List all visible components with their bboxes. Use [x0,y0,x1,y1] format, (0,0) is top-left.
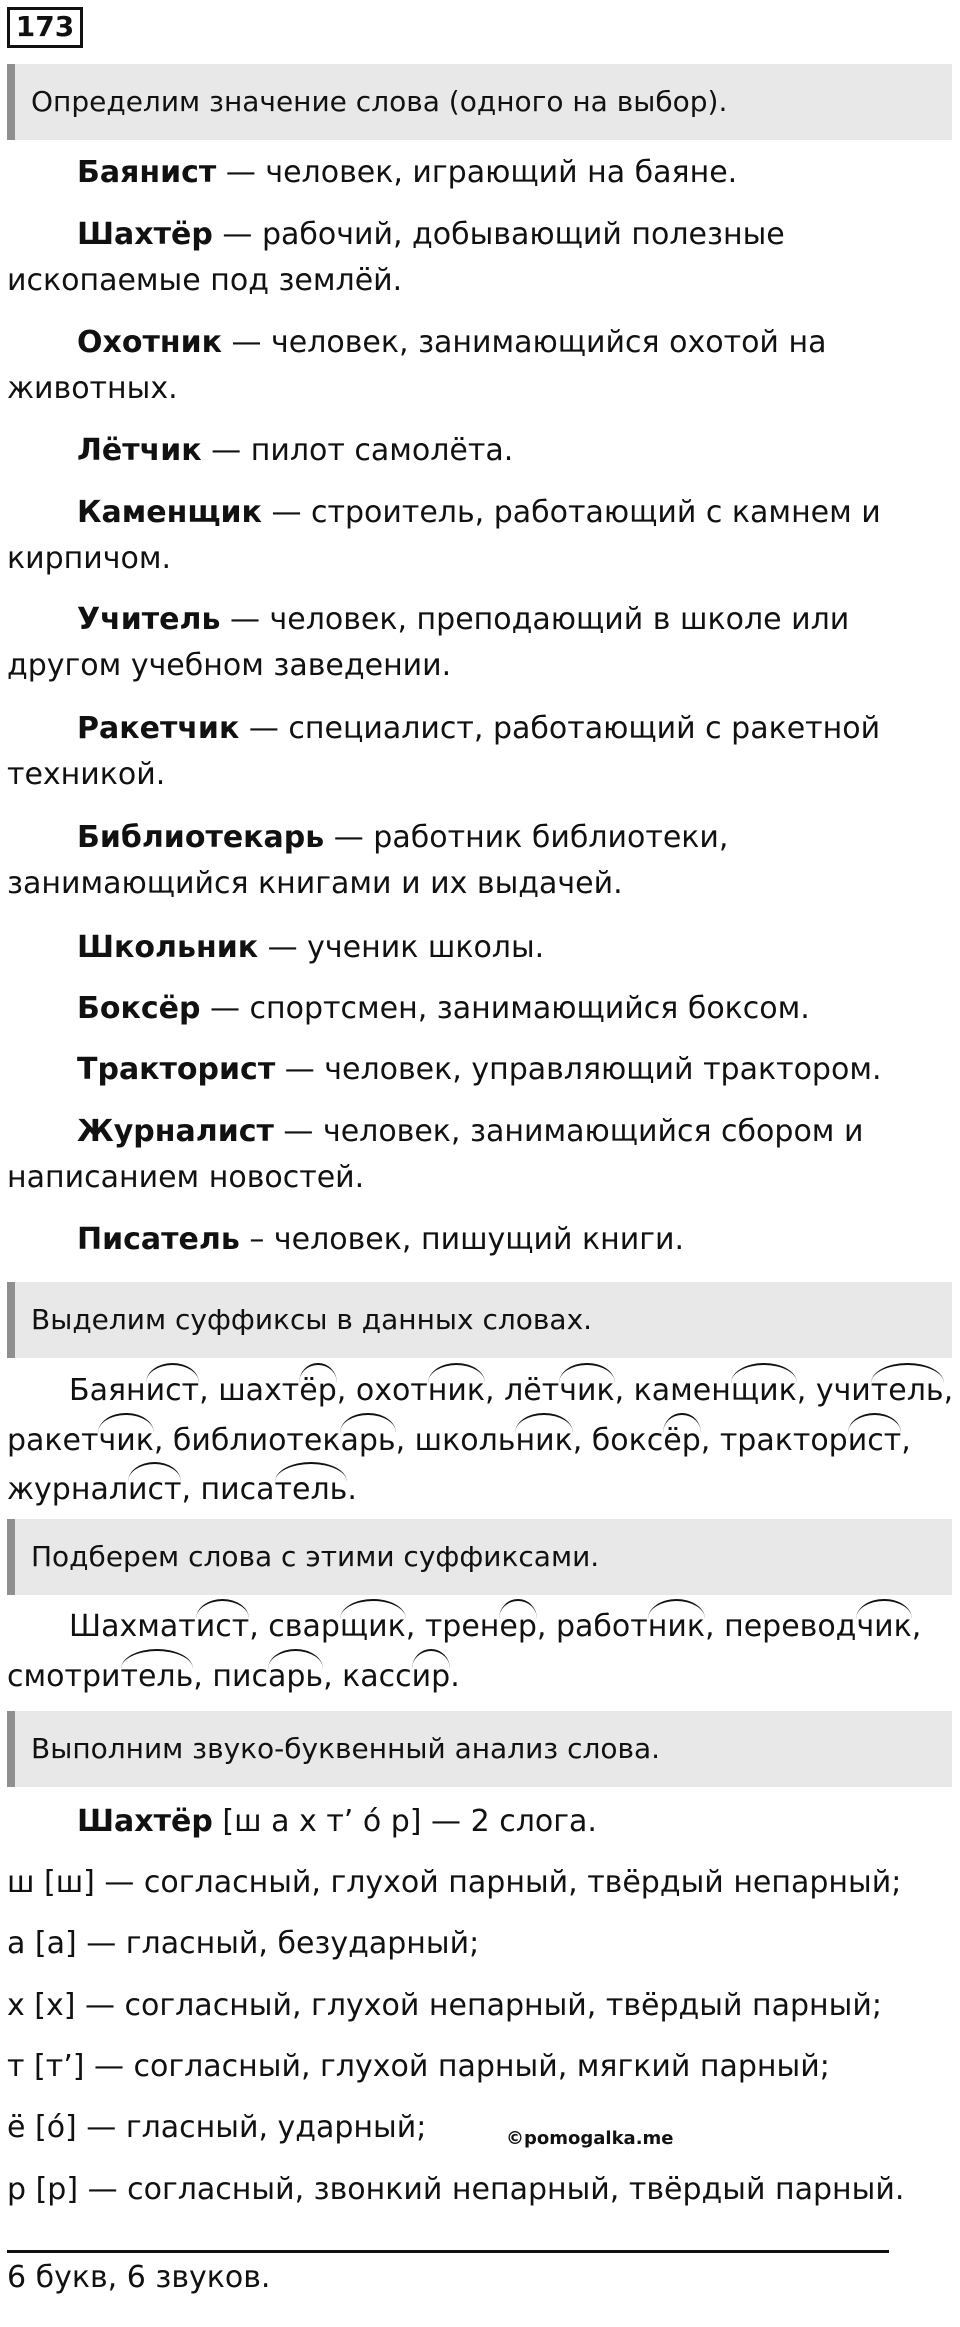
definition-text: — строитель, работающий с камнем и [261,495,881,530]
suffix-word [720,1423,911,1458]
definition-line [7,212,950,258]
definition-continuation: техникой. [7,757,166,792]
definition-text: — пилот самолёта. [201,433,514,468]
suffix-word [816,1373,953,1408]
definition-line [7,428,950,474]
word-separator: , [700,1423,720,1458]
definition-term: Тракторист [77,1052,276,1087]
suffix-word [7,1659,212,1694]
suffix-mark: тель [275,1467,348,1513]
definition-line [7,320,950,366]
definition-text: – человек, пишущий книги. [239,1222,685,1257]
definition-line [7,1047,950,1093]
definition-text: — спортсмен, занимающийся боксом. [200,991,810,1026]
suffix-mark: щик [731,1368,797,1414]
word-separator: , [796,1373,816,1408]
suffix-mark: ёр [663,1418,701,1464]
suffix-mark: ник [428,1368,485,1414]
suffix-word [268,1609,425,1644]
section-header-analysis: Выполним звуко-буквенный анализ слова. [7,1711,952,1787]
analysis-transcription: [ш а х т’ о́ р] — 2 слога. [212,1804,597,1839]
definition-term: Библиотекарь [77,820,325,855]
definition-line [7,706,950,752]
definition-term: Баянист [77,155,217,190]
definition-text: — человек, занимающийся сбором и [273,1114,864,1149]
definition-line [7,1109,950,1155]
suffix-mark: арь [268,1654,323,1700]
definition-text: — специалист, работающий с ракетной [239,711,881,746]
suffix-mark: ир [412,1654,451,1700]
suffix-mark: чик [98,1418,153,1464]
definition-text: — работник библиотеки, [324,820,729,855]
suffix-word [724,1609,921,1644]
word-separator: , [193,1659,213,1694]
definition-term: Лётчик [77,433,202,468]
definition-continuation: написанием новостей. [7,1160,365,1195]
word-stem: перевод [724,1609,857,1644]
watermark: ©pomogalka.me [506,2128,674,2149]
word-line [7,1418,950,1464]
suffix-word [356,1373,504,1408]
definition-term: Охотник [77,325,222,360]
definition-text: — человек, преподающий в школе или [220,602,850,637]
suffix-mark: тель [121,1654,194,1700]
word-line [7,1368,954,1414]
summary-text: 6 букв, 6 звуков. [7,2260,271,2295]
word-stem: писа [200,1472,275,1507]
word-stem: касс [342,1659,412,1694]
definition-term: Боксёр [77,991,201,1026]
word-stem: смотри [7,1659,121,1694]
suffix-mark: ник [648,1604,705,1650]
suffix-mark: ник [515,1418,572,1464]
word-separator: , [572,1423,592,1458]
analysis-line: ш [ш] — согласный, глухой парный, твёрдый непарный; [7,1865,902,1900]
definition-line [7,150,950,196]
word-stem: шахт [218,1373,300,1408]
suffix-word [212,1659,342,1694]
suffix-word [504,1373,634,1408]
section-header-pick-words: Подберем слова с этими суффиксами. [7,1519,952,1595]
analysis-head-line [7,1799,950,1845]
suffix-word [342,1659,460,1694]
suffix-mark: ер [499,1604,537,1650]
word-stem: Баян [69,1373,146,1408]
word-stem: журнал [7,1472,128,1507]
definition-continuation: занимающийся книгами и их выдачей. [7,866,623,901]
suffix-mark: чик [856,1604,911,1650]
word-line [7,1654,950,1700]
exercise-number: 173 [7,7,83,48]
suffix-word [69,1373,218,1408]
word-stem: библиотек [172,1423,341,1458]
suffix-mark: чик [559,1368,614,1414]
word-separator: . [450,1659,460,1694]
word-stem: школь [414,1423,516,1458]
definition-term: Писатель [77,1222,240,1257]
definition-continuation: животных. [7,371,178,406]
definition-line [7,1217,950,1263]
definition-continuation: ископаемые под землёй. [7,263,403,298]
word-stem: учи [815,1373,871,1408]
definition-term: Журналист [77,1114,274,1149]
word-separator: , [705,1609,725,1644]
word-stem: свар [268,1609,340,1644]
word-stem: Шахмат [69,1609,196,1644]
word-line [7,1467,950,1513]
word-separator: , [323,1659,343,1694]
definition-line [7,490,950,536]
section-header-definition: Определим значение слова (одного на выбор). [7,64,952,140]
suffix-word [69,1609,268,1644]
definition-line [7,986,950,1032]
word-separator: , [249,1609,269,1644]
definition-term: Учитель [77,602,221,637]
suffix-word [201,1472,357,1507]
suffix-word [7,1423,173,1458]
suffix-word [556,1609,724,1644]
definition-line [7,597,950,643]
word-stem: ракет [7,1423,99,1458]
word-separator: , [199,1373,219,1408]
definition-line [7,815,950,861]
suffix-mark: ёр [299,1368,337,1414]
word-separator: . [347,1472,357,1507]
word-separator: , [395,1423,415,1458]
suffix-mark: тель [871,1368,944,1414]
word-separator: , [405,1609,425,1644]
definition-term: Шахтёр [77,217,213,252]
suffix-mark: ист [128,1467,181,1513]
suffix-word [218,1373,356,1408]
definition-text: — человек, занимающийся охотой на [221,325,827,360]
analysis-line: а [а] — гласный, безударный; [7,1926,480,1961]
definition-term: Школьник [77,930,259,965]
suffix-word [7,1472,201,1507]
suffix-mark: ист [848,1418,901,1464]
definition-continuation: другом учебном заведении. [7,648,452,683]
suffix-mark: ист [146,1368,199,1414]
word-stem: охот [355,1373,428,1408]
word-separator: , [901,1423,911,1458]
definition-text: — человек, играющий на баяне. [216,155,738,190]
suffix-mark: ист [196,1604,249,1650]
word-separator: , [485,1373,505,1408]
word-separator: , [943,1373,954,1408]
word-separator: , [153,1423,173,1458]
suffix-word [634,1373,816,1408]
analysis-line: ё [о́] — гласный, ударный; [7,2110,427,2145]
word-separator: , [614,1373,634,1408]
analysis-line: р [р] — согласный, звонкий непарный, твёрдый парный. [7,2172,905,2207]
word-stem: бокс [591,1423,664,1458]
suffix-mark: арь [340,1418,395,1464]
analysis-word: Шахтёр [77,1804,213,1839]
analysis-line: т [т’] — согласный, глухой парный, мягкий парный; [7,2049,830,2084]
section-header-suffixes: Выделим суффиксы в данных словах. [7,1282,952,1358]
suffix-word [173,1423,415,1458]
analysis-line: х [х] — согласный, глухой непарный, твёрдый парный; [7,1988,882,2023]
word-stem: камен [633,1373,731,1408]
definition-term: Ракетчик [77,711,240,746]
definition-text: — человек, управляющий трактором. [275,1052,882,1087]
suffix-mark: щик [340,1604,406,1650]
definition-text: — ученик школы. [258,930,545,965]
word-stem: работ [556,1609,648,1644]
word-separator: , [536,1609,556,1644]
word-separator: , [911,1609,922,1644]
definition-text: — рабочий, добывающий полезные [212,217,785,252]
word-stem: лёт [504,1373,560,1408]
suffix-word [425,1609,556,1644]
word-stem: трактор [719,1423,848,1458]
definition-term: Каменщик [77,495,262,530]
suffix-word [592,1423,720,1458]
word-line [7,1604,950,1650]
definition-line [7,925,950,971]
word-stem: трен [424,1609,500,1644]
word-stem: пис [212,1659,268,1694]
definition-continuation: кирпичом. [7,541,172,576]
word-separator: , [336,1373,356,1408]
word-separator: , [181,1472,201,1507]
suffix-word [415,1423,592,1458]
